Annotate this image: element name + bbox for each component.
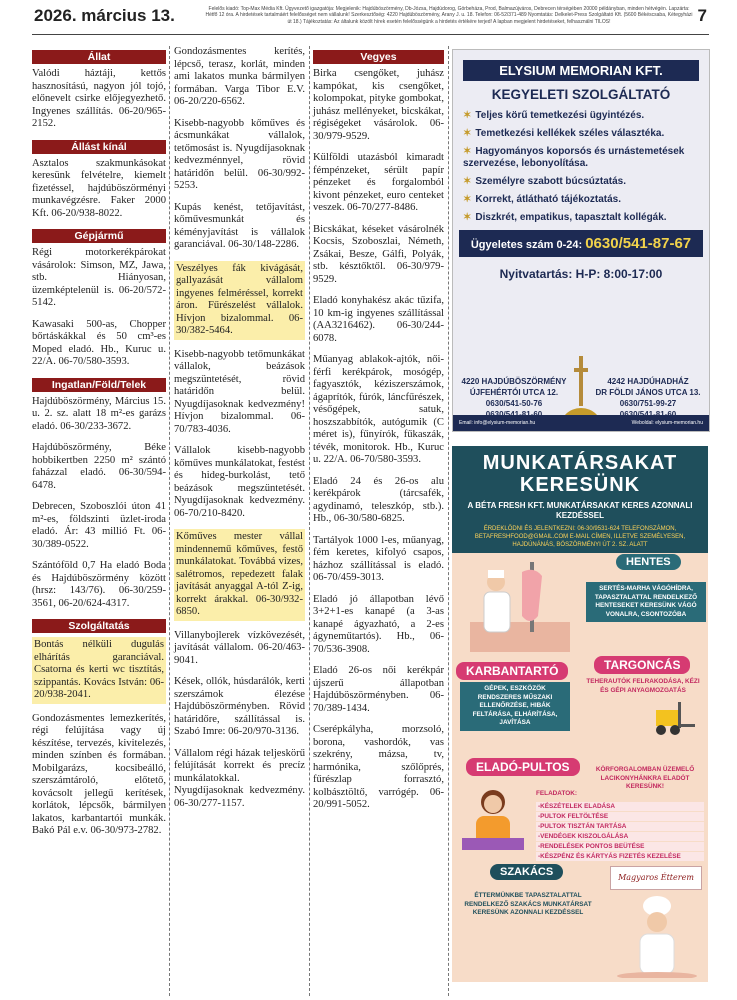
- classified-ad: Szántóföld 0,7 Ha eladó Boda és Hajdúböszörmény között (hrsz: 143/76). 06-30/259-3561, 06-20/624-4317.: [32, 560, 166, 609]
- classified-ad: Kawasaki 500-as, Chopper bőrtáskákkal és 50 cm³-es Moped eladó. Hb., Kuruc u. 22/A. 06-70/580-3593.: [32, 318, 166, 367]
- task-item: -VENDÉGEK KISZOLGÁLÁSA: [536, 832, 704, 841]
- classified-ad: Régi motorkerékpárokat vásárolok: Simson, MZ, Jawa, stb. Hiányosan, üzemképtelenül is. 06-20/572-5142.: [32, 247, 166, 308]
- classifieds-column-1: [32, 46, 166, 847]
- duty-label: Ügyeletes szám 0-24:: [470, 239, 583, 251]
- forklift-illustration: [648, 700, 698, 736]
- classified-ad: Eladó jó állapotban lévő 3+2+1-es kanapé (a 3-as kanapé ágyazható, a 2-es ágyneműtartós). Hb., 06-70/536-3908.: [313, 593, 444, 655]
- classified-ad: Műanyag ablakok-ajtók, női-férfi kerékpárok, mosógép, fagyasztók, kéziszerszámok, ágaprítók, fúrók, láncfűrészek, vésőgépek, satuk, hoszszabbítók, autógumik (C méret is), fűnyírók, fűkaszák, tévék, monitorok. Hb., Kuruc u. 22/A. 06-70/580-3593.: [313, 354, 444, 465]
- header-rule: [32, 34, 709, 35]
- service-item: ✶ Diszkrét, empatikus, tapasztalt kollégák.: [463, 212, 667, 223]
- column-divider: [169, 46, 170, 996]
- ad-website: Weboldal: elysium-memorian.hu: [631, 420, 703, 426]
- star-icon: ✶: [463, 128, 472, 139]
- jobs-ad-header: [452, 446, 708, 553]
- hentes-heading: HENTES: [616, 554, 681, 570]
- jobs-subtitle: A BÉTA FRESH KFT. MUNKATÁRSAKAT KERES AZONNALI KEZDÉSSEL: [467, 501, 693, 520]
- column-divider: [309, 46, 310, 996]
- service-item: ✶ Személyre szabott búcsúztatás.: [463, 176, 626, 187]
- highlighted-ad: Bontás nélküli dugulás elhárítás garanciával. Csatorna és kerti wc tisztítás, szippantás. Kovács István: 06-20/938-2041.: [32, 637, 166, 704]
- classified-ad: Vállalom régi házak teljeskörű felújítását korrekt és precíz munkálatokkal. Nyugdíjasoknak kedvezmény. 06-30/277-1157.: [174, 747, 305, 809]
- jobs-contact-details: ÉRDEKLŐDNI ÉS JELENTKEZNI: 06-30/9531-624 TELEFONSZÁMON, BETAFRESHFOOD@GMAIL.COM E-MAIL CÍMEN, ILLETVE SZEMÉLYESEN, HAJDÚNÁNÁS, BÖSZÖRMÉNYI ÚT 2. SZ. ALATT: [474, 526, 686, 548]
- services-list: [453, 110, 709, 224]
- service-item: ✶ Korrekt, átlátható tájékoztatás.: [463, 194, 621, 205]
- section-heading-gepjarmu: Gépjármű: [32, 229, 166, 243]
- elysium-memorian-ad: [452, 49, 710, 432]
- szakacs-heading: SZAKÁCS: [490, 864, 563, 880]
- section-heading-allat: Állat: [32, 50, 166, 64]
- ad-footer: [453, 415, 709, 431]
- service-item: ✶ Teljes körű temetkezési ügyintézés.: [463, 110, 645, 121]
- cross-icon: [574, 356, 588, 406]
- ad-company-name: ELYSIUM MEMORIAN KFT.: [463, 60, 699, 81]
- targoncas-description: TEHERAUTÓK FELRAKODÁSA, KÉZI ÉS GÉPI ANYAGMOZGATÁS: [586, 678, 700, 694]
- karbantarto-heading: KARBANTARTÓ: [456, 662, 568, 680]
- task-item: -PULTOK TISZTÁN TARTÁSA: [536, 822, 704, 831]
- page-number: 7: [697, 6, 707, 25]
- targoncas-heading: TARGONCÁS: [594, 656, 690, 674]
- star-icon: ✶: [463, 212, 472, 223]
- column-divider: [448, 46, 449, 996]
- task-item: -PULTOK FELTÖLTÉSE: [536, 812, 704, 821]
- section-heading-allas: Állást kínál: [32, 140, 166, 154]
- restaurant-logo: Magyaros Étterem: [610, 866, 702, 890]
- address-right: 4242 HAJDÚHADHÁZ DR FÖLDI JÁNOS UTCA 13. 0630/751-99-27: [595, 377, 701, 408]
- classified-ad: Gondozásmentes kerítés, lépcső, terasz, korlát, minden ami lakatos munka bármilyen formában. Varga Tibor E.V. 06-20/220-6562.: [174, 46, 305, 107]
- classified-ad: Cserépkályha, morzsoló, borona, vashordók, vas szekrény, mázsa, tv, harmónika, szőlőprés, fűrészlap forrasztó, kolbásztöltő, varrógép. 06-20/991-5052.: [313, 724, 444, 810]
- classified-ad: Asztalos szakmunkásokat keresünk felvételre, kiemelt fizetéssel, hajdúböszörményi munkavégzésre. Faker 2000 Kft. 06-20/938-8022.: [32, 157, 166, 219]
- issue-date: 2026. március 13.: [34, 6, 175, 25]
- duty-phone-box: [459, 230, 703, 257]
- classified-ad: Hajdúböszörmény, Március 15. u. 2. sz. alatt 18 m²-es garázs eladó. 06-30/233-3672.: [32, 395, 166, 432]
- highlighted-ad: Veszélyes fák kivágását, gallyazását vállalom ingyenes felméréssel, korrekt áron. Fűrészelést vállalok. Hívjon bizalommal. 06-30/382-5464.: [174, 261, 305, 340]
- seller-illustration: [458, 782, 528, 852]
- task-item: -KÉSZÉTELEK ELADÁSA: [536, 802, 704, 811]
- classifieds-column-2: [174, 46, 305, 819]
- classified-ad: Vállalok kisebb-nagyobb kőműves munkálatokat, festést és hideg-burkolást, tető beázások megszüntetését. Nyugdíjasoknak kedvezmény. 06-70/210-8420.: [174, 445, 305, 519]
- classified-ad: Tartályok 1000 l-es, műanyag, fém keretes, kifolyó csapos, házhoz szállítással is eladó. 06-70/459-3013.: [313, 534, 444, 583]
- elado-description: KÖRFORGALOMBAN ÜZEMELŐ LACIKONYHÁNKRA ELADÓT KERESÜNK!: [595, 766, 695, 790]
- section-heading-vegyes: Vegyes: [313, 50, 444, 64]
- service-item: ✶ Temetkezési kellékek széles választéka.: [463, 128, 665, 139]
- highlighted-ad: Kőműves mester vállal mindennemű kőműves, festő munkálatokat. Továbbá vizes, salétromos, repedezett falak javítását anyaggal A-tól Z-ig, korrekt árakkal. 06-30/932-6850.: [174, 529, 305, 621]
- classified-ad: Kisebb-nagyobb tetőmunkákat vállalok, beázások megszüntetését, rövid határidőn belül. Nyugdíjasoknak kedvezmény! Hívjon bizalommal. 06-70/783-4036.: [174, 348, 305, 435]
- section-heading-ingatlan: Ingatlan/Föld/Telek: [32, 378, 166, 392]
- hentes-description: SERTÉS-MARHA VÁGÓHÍDRA, TAPASZTALATTAL RENDELKEZŐ HENTESEKET KERESÜNK VÁGÓ VONALRA, CSONTOZÓBA: [586, 582, 706, 622]
- classified-ad: Villanybojlerek vízkövezését, javítását vállalom. 06-20/463-9041.: [174, 629, 305, 666]
- classified-ad: Eladó 24 és 26-os alu kerékpárok (tárcsafék, agydinamó, teleszkóp, stb.). Hb., 06-30/580-6825.: [313, 475, 444, 524]
- classified-ad: Külföldi utazásból kimaradt fémpénzeket, sérült papír pénzeket és forgalomból kivont pénzeket, euro centeket veszek. 06-70/277-8486.: [313, 152, 444, 213]
- classified-ad: Eladó konyhakész akác tűzifa, 10 km-ig ingyenes szállítással (AA3216462). 06-30/244-6078.: [313, 295, 444, 344]
- classified-ad: Eladó 26-os női kerékpár újszerű állapotban Hajdúböszörményben. 06-70/389-1434.: [313, 665, 444, 714]
- address-left: 4220 HAJDÚBÖSZÖRMÉNY ÚJFEHÉRTÓI UTCA 12. 0630/541-50-76: [461, 377, 567, 408]
- jobs-title-line1: MUNKATÁRSAKAT: [482, 452, 678, 474]
- page-header: [0, 0, 737, 46]
- karbantarto-description: GÉPEK, ESZKÖZÖK RENDSZERES MŰSZAKI ELLENŐRZÉSE, HIBÁK FELTÁRÁSA, ELHÁRÍTÁSA, JAVÍTÁSA: [460, 682, 570, 731]
- classified-ad: Hajdúböszörmény, Béke hobbikertben 2250 m² szántó faházzal eladó. 06-30/594-6478.: [32, 442, 166, 491]
- duty-phone: 0630/541-87-67: [585, 235, 692, 252]
- opening-hours: Nyitvatartás: H-P: 8:00-17:00: [499, 267, 663, 281]
- task-item: -RENDELÉSEK PONTOS BEÜTÉSE: [536, 842, 704, 851]
- classified-ad: Bicskákat, késeket vásárolnék Kocsis, Szoboszlai, Németh, Zsákai, Besze, Gálfi, Polyák, stb. késztőktől. 06-30/979-9529.: [313, 223, 444, 285]
- star-icon: ✶: [463, 194, 472, 205]
- feladatok-label: FELADATOK:: [536, 790, 577, 797]
- classified-ad: Debrecen, Szoboszlói úton 41 m²-es, földszinti üzlet-iroda eladó. Ár: 43 millió Ft. 06-30/389-0522.: [32, 501, 166, 550]
- classified-ad: Valódi háztáji, kettős hasznosítású, nagyon jól tojó, előnevelt csirke előjegyezhető. Ingyenes szállítás. 06-20/965-2152.: [32, 68, 166, 129]
- classifieds-column-3: [313, 46, 444, 821]
- classified-ad: Kupás kenést, tetőjavítást, kőművesmunkát és kéményjavítást is vállalok garanciával. 06-30/148-2286.: [174, 201, 305, 250]
- classified-ad: Kések, ollók, húsdarálók, kerti szerszámok élezése Hajdúböszörményben. Rövid határidőre, szállítással is. Szabó Imre: 06-20/970-3136.: [174, 676, 305, 737]
- ad-email: Email: info@elysium-memorian.hu: [459, 420, 536, 426]
- section-heading-szolgaltatas: Szolgáltatás: [32, 619, 166, 633]
- star-icon: ✶: [463, 110, 472, 121]
- imprint: Felelős kiadó: Top-Max Média Kft. Ügyvezető igazgatója: Megjelenik: Hajdúböszörmény, Db-Józsa, Hajdúdorog, Görbeháza, Prod, Balmazújváros, Debrecen térségében 20000 példányban, minden hétvégén. Lapzárta: Hétfő 12 óra. A hirdetések tartalmáért felelősséget nem vállalunk! Szerkesztőség: 4220 Hajdúböszörmény, Arany J. u. 18. Telefon: 06-52/371-489 Nyomtatás: Delkelet-Press Szolgáltató Kft. (5600 Békéscsaba, Kétegyházi út 18.) Tájékoztatás: Az általunk közölt hírek esetén felelősségünk a hirdetés értékére terjed! A lapban megjelent hirdetéseket, felhasználni TILOS!: [205, 6, 693, 25]
- chef-illustration: [612, 892, 702, 978]
- service-item: ✶ Hagyományos koporsós és urnástemetések szervezése, lebonyolítása.: [463, 146, 685, 169]
- star-icon: ✶: [463, 146, 472, 157]
- classified-ad: Birka csengőket, juhász kampókat, kis csengőket, kolompokat, pityke gombokat, juhász mellényeket, bicskákat, régiségeket vásárolok. 06-30/979-9529.: [313, 68, 444, 142]
- jobs-title-line2: KERESÜNK: [519, 474, 641, 496]
- task-item: -KÉSZPÉNZ ÉS KÁRTYÁS FIZETÉS KEZELÉSE: [536, 852, 704, 861]
- ad-subtitle: KEGYELETI SZOLGÁLTATÓ: [491, 87, 671, 102]
- star-icon: ✶: [463, 176, 472, 187]
- tasks-list: [536, 802, 704, 862]
- beta-fresh-jobs-ad: [452, 446, 708, 982]
- szakacs-description: ÉTTERMÜNKBE TAPASZTALATTAL RENDELKEZŐ SZAKÁCS MUNKATÁRSAT KERESÜNK AZONNALI KEZDÉSSEL: [464, 892, 592, 916]
- classified-ad: Gondozásmentes lemezkerítés, régi felújítása vagy új készítése, tervezés, kivitelezés, minden színben és formában. Mobilgarázs, kocsibeálló, szerszámtároló, előtető, kovácsolt jellegű kerítések, korlátok, lépcsők, bármilyen lakatos, karbantartói munkák. Bakó Pál e.v. 06-30/973-2782.: [32, 712, 166, 836]
- elado-pultos-heading: ELADÓ-PULTOS: [466, 758, 580, 776]
- classified-ad: Kisebb-nagyobb kőműves és ácsmunkákat vállalok, tetőmosást is. Nyugdíjasoknak kedvezménnyel, rövid határidőn belül. 06-30/992-5253.: [174, 117, 305, 191]
- butcher-illustration: [470, 552, 570, 652]
